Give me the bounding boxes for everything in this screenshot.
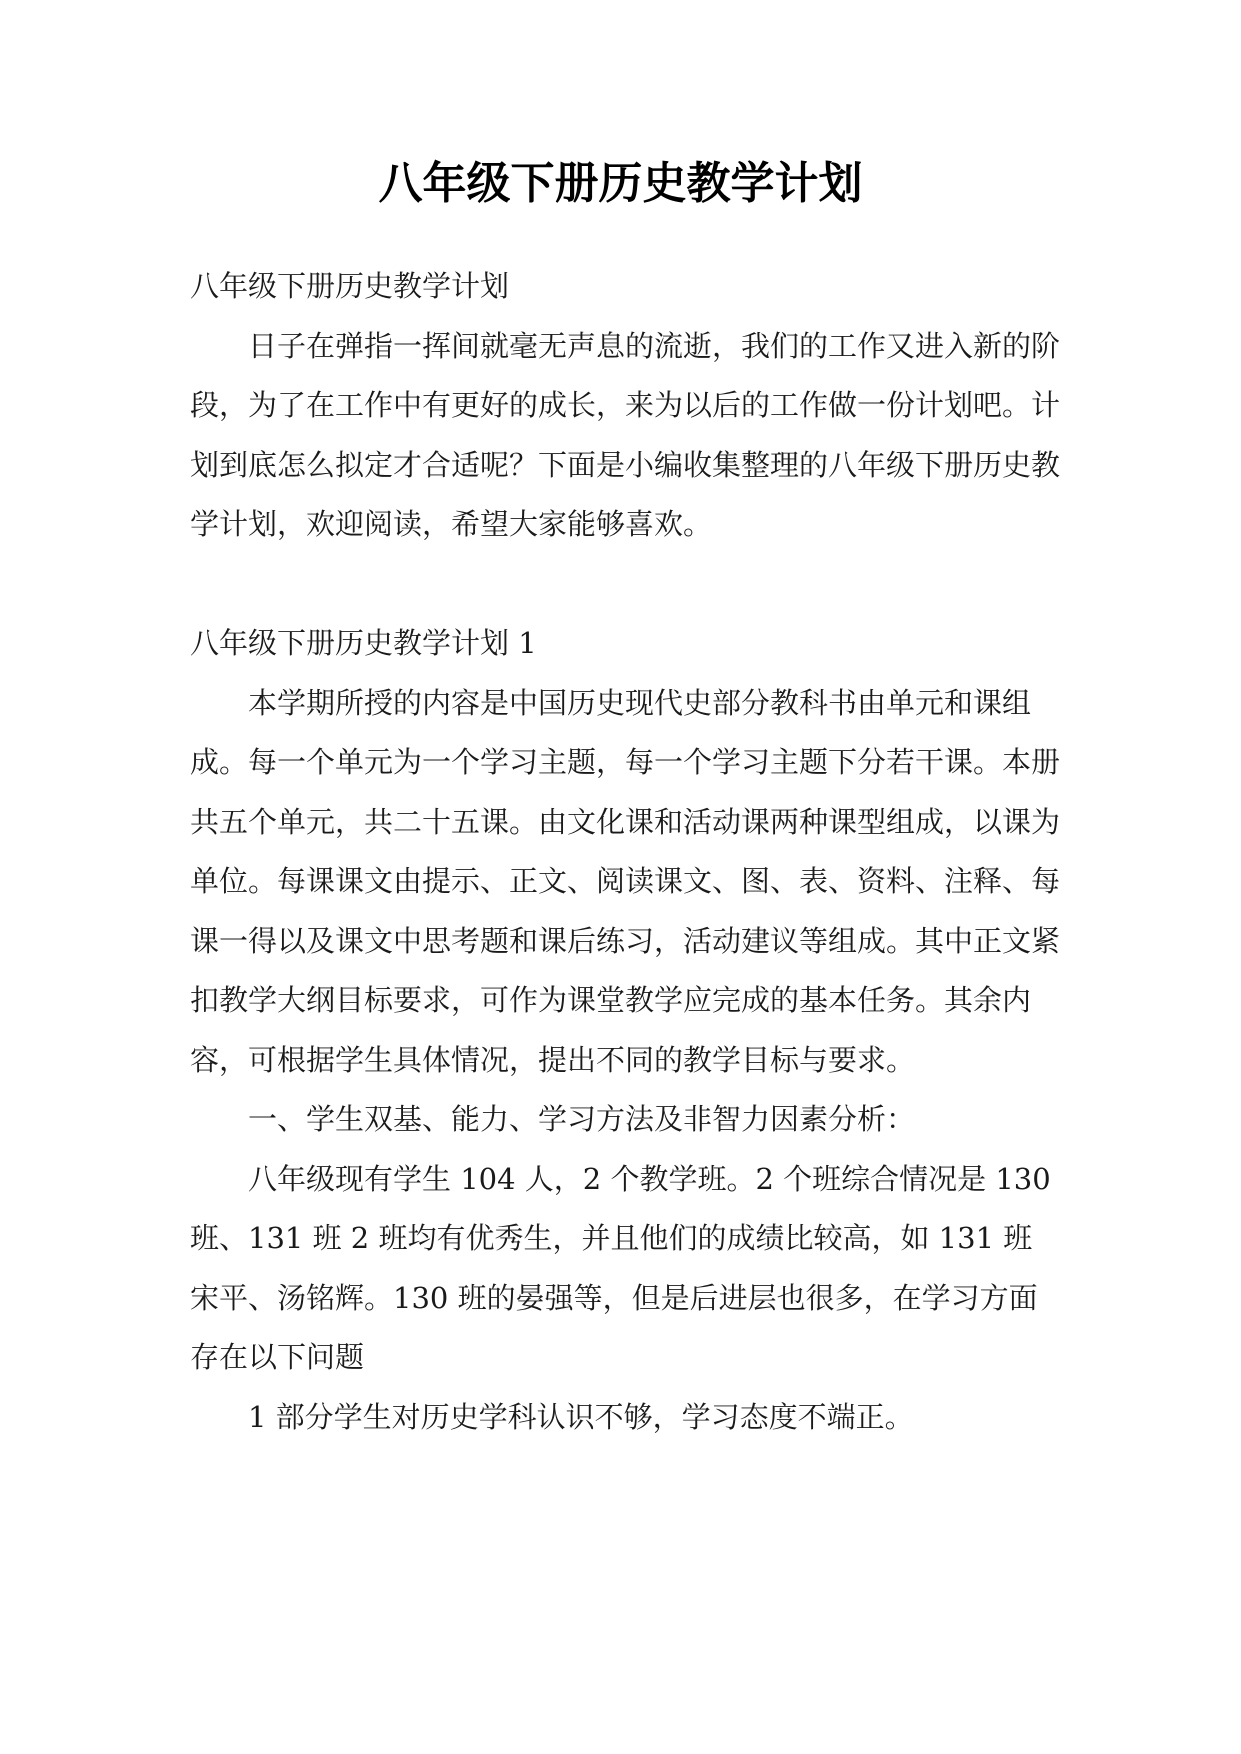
section-spacer [190,555,1060,615]
document-subtitle: 八年级下册历史教学计划 [190,269,510,303]
section-paragraph-1: 本学期所授的内容是中国历史现代史部分教科书由单元和课组成。每一个单元为一个学习主题，每一个学习主题下分若干课。本册共五个单元，共二十五课。由文化课和活动课两种课型组成，以课为单位。每课课文由提示、正文、阅读课文、图、表、资料、注释、每课一得以及课文中思考题和课后练习，活动建议等组成。其中正文紧扣教学大纲目标要求，可作为课堂教学应完成的基本任务。其余内容，可根据学生具体情况，提出不同的教学目标与要求。 [190,685,1061,1077]
document-body [190,257,1060,1447]
section-paragraph-3: 八年级现有学生 104 人，2 个教学班。2 个班综合情况是 130 班、131 班 2 班均有优秀生，并且他们的成绩比较高，如 131 班宋平、汤铭辉。130 班的晏强等，但是后进层也很多，在学习方面存在以下问题 [190,1161,1051,1374]
intro-paragraph: 日子在弹指一挥间就毫无声息的流逝，我们的工作又进入新的阶段，为了在工作中有更好的成长，来为以后的工作做一份计划吧。计划到底怎么拟定才合适呢？下面是小编收集整理的八年级下册历史教学计划，欢迎阅读，希望大家能够喜欢。 [190,328,1061,541]
section-heading: 八年级下册历史教学计划 1 [190,626,537,660]
section-paragraph-4: 1 部分学生对历史学科认识不够，学习态度不端正。 [248,1399,914,1434]
document-title: 八年级下册历史教学计划 [378,158,863,209]
section-paragraph-2: 一、学生双基、能力、学习方法及非智力因素分析： [248,1102,916,1136]
